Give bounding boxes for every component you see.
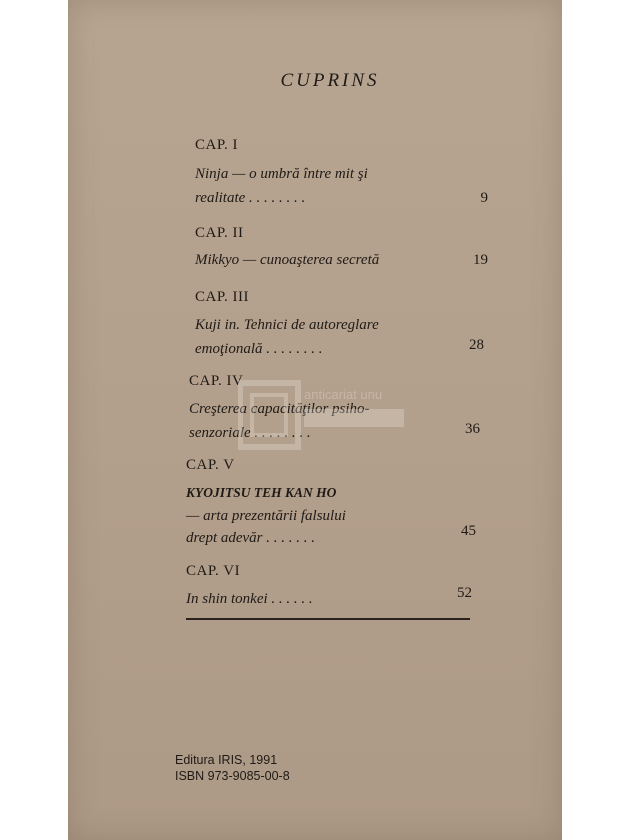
chapter-1-title-line-1: Ninja — o umbră între mit şi [195, 166, 368, 182]
chapter-4-title-line-2: senzoriale . . . . . . . . [189, 425, 311, 441]
chapter-6-title-line-1: In shin tonkei . . . . . . [186, 591, 313, 607]
book-page [68, 0, 562, 840]
chapter-3-title-line-1: Kuji in. Tehnici de autoreglare [195, 317, 379, 333]
chapter-1-title-line-2: realitate . . . . . . . . [195, 190, 306, 206]
chapter-4-label: CAP. IV [189, 373, 244, 389]
chapter-5-page: 45 [461, 523, 476, 539]
chapter-5-title-line-2: — arta prezentării falsului [186, 508, 346, 524]
publisher-line: Editura IRIS, 1991 [175, 753, 278, 767]
chapter-6-page: 52 [457, 585, 472, 601]
chapter-6-label: CAP. VI [186, 563, 241, 579]
chapter-5-title-line-1: KYOJITSU TEH KAN HO [186, 485, 337, 500]
isbn-line: ISBN 973-9085-00-8 [175, 769, 290, 783]
chapter-5-label: CAP. V [186, 457, 235, 473]
chapter-3-page: 28 [469, 337, 484, 353]
chapter-3-label: CAP. III [195, 289, 250, 305]
chapter-4-title-line-1: Creşterea capacităţilor psiho- [189, 401, 370, 417]
chapter-3-title-line-2: emoţională . . . . . . . . [195, 341, 323, 357]
watermark-text: anticariat unu [304, 387, 383, 402]
section-divider [186, 618, 470, 620]
toc-title: CUPRINS [280, 70, 380, 91]
chapter-5-title-line-3: drept adevăr . . . . . . . [186, 530, 316, 546]
chapter-2-title-line-1: Mikkyo — cunoaşterea secretă [195, 252, 380, 268]
chapter-2-label: CAP. II [195, 225, 244, 241]
chapter-1-page: 9 [480, 190, 488, 206]
chapter-1-label: CAP. I [195, 137, 239, 153]
chapter-4-page: 36 [465, 421, 480, 437]
imprint [175, 752, 290, 784]
chapter-2-page: 19 [473, 252, 488, 268]
